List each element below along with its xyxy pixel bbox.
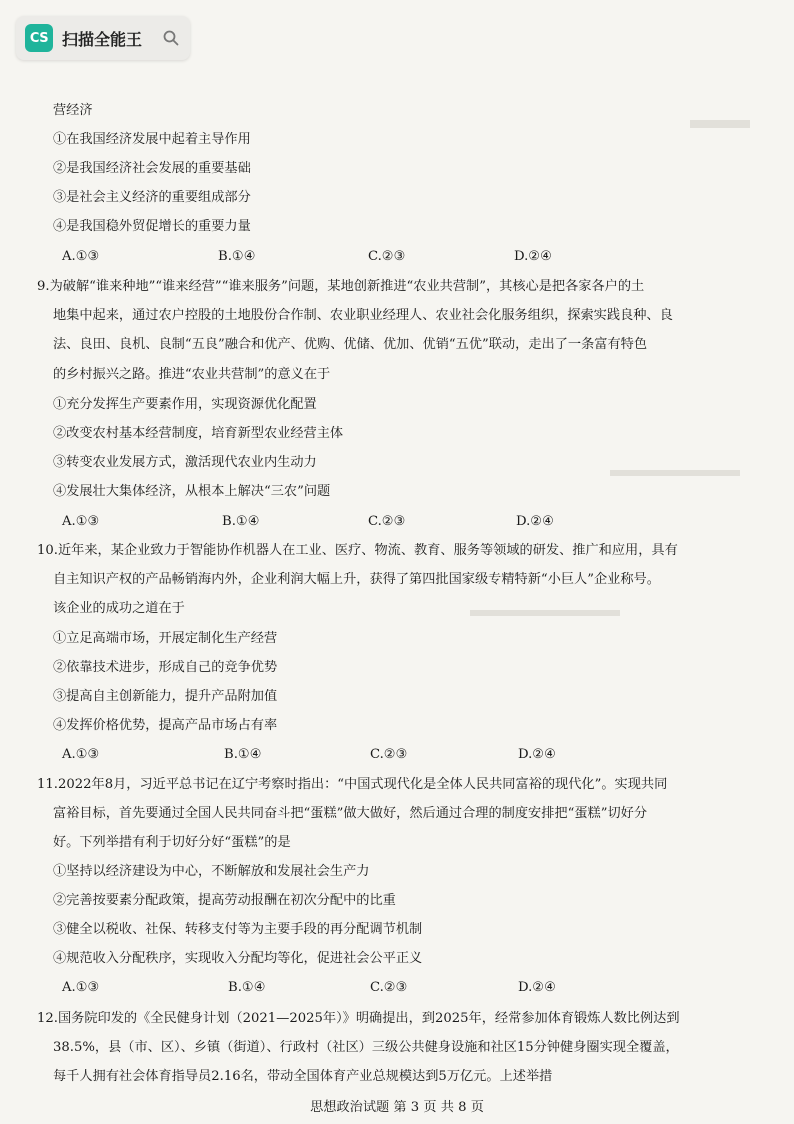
choice-d: D.②④ [518,747,556,762]
choice-c: C.②③ [370,747,408,762]
q10-stem-line: 该企业的成功之道在于 [53,601,185,616]
q10-stem-line: 自主知识产权的产品畅销海内外，企业利润大幅上升，获得了第四批国家级专精特新“小巨人”企业称号。 [53,572,660,587]
choice-c: C.②③ [368,514,406,529]
q9-stem-line: 法、良田、良机、良制“五良”融合和优产、优购、优储、优加、优销“五优”联动，走出了一条富有特色 [53,337,648,352]
q9-stem-line: 的乡村振兴之路。推进“农业共营制”的意义在于 [53,367,331,382]
q11-choices [62,979,622,997]
q9-choices [62,513,622,531]
choice-c: C.②③ [370,980,408,995]
scanner-app-name: 扫描全能王 [62,29,143,49]
q9-stem-line: 地集中起来，通过农户控股的土地股份合作制、农业职业经理人、农业社会化服务组织，探索实践良种、良 [53,308,673,323]
choice-d: D.②④ [514,249,552,264]
q10-option: ②依靠技术进步，形成自己的竞争优势 [53,660,278,675]
choice-b: B.①④ [228,980,266,995]
page-footer: 思想政治试题 第 3 页 共 8 页 [310,1100,484,1115]
q11-stem-line: 11.2022年8月，习近平总书记在辽宁考察时指出：“中国式现代化是全体人民共同富裕的现代化”。实现共同 [37,777,668,792]
choice-a: A.①③ [62,249,100,264]
q8-option: ③是社会主义经济的重要组成部分 [53,190,251,205]
q8-option: ①在我国经济发展中起着主导作用 [53,132,251,147]
choice-a: A.①③ [62,514,100,529]
choice-b: B.①④ [222,514,260,529]
q9-option: ①充分发挥生产要素作用，实现资源优化配置 [53,397,317,412]
choice-d: D.②④ [518,980,556,995]
q11-stem-line: 好。下列举措有利于切好分好“蛋糕”的是 [53,835,291,850]
q10-option: ④发挥价格优势，提高产品市场占有率 [53,718,278,733]
q10-option: ①立足高端市场，开展定制化生产经营 [53,631,278,646]
q11-option: ③健全以税收、社保、转移支付等为主要手段的再分配调节机制 [53,922,423,937]
choice-a: A.①③ [62,747,100,762]
q11-option: ②完善按要素分配政策，提高劳动报酬在初次分配中的比重 [53,893,396,908]
scanner-badge [16,16,190,60]
q8-option: ②是我国经济社会发展的重要基础 [53,161,251,176]
choice-a: A.①③ [62,980,100,995]
choice-d: D.②④ [516,514,554,529]
choice-b: B.①④ [224,747,262,762]
scan-noise [610,470,740,476]
scanner-logo: CS [25,24,53,52]
q9-option: ②改变农村基本经营制度，培育新型农业经营主体 [53,426,344,441]
q11-option: ①坚持以经济建设为中心，不断解放和发展社会生产力 [53,864,370,879]
q10-stem-line: 10.近年来，某企业致力于智能协作机器人在工业、医疗、物流、教育、服务等领域的研发、推广和应用，具有 [37,543,678,558]
q10-choices [62,746,622,764]
q9-option: ④发展壮大集体经济，从根本上解决“三农”问题 [53,484,331,499]
scan-noise [470,610,620,616]
q12-stem-line: 每千人拥有社会体育指导员2.16名，带动全国体育产业总规模达到5万亿元。上述举措 [53,1069,553,1084]
q8-option: ④是我国稳外贸促增长的重要力量 [53,219,251,234]
q9-stem-line: 9.为破解“谁来种地”“谁来经营”“谁来服务”问题，某地创新推进“农业共营制”，其核心是把各家各户的土 [37,279,645,294]
choice-b: B.①④ [218,249,256,264]
search-icon[interactable] [162,29,180,47]
q12-stem-line: 12.国务院印发的《全民健身计划（2021—2025年）》明确提出，到2025年，经常参加体育锻炼人数比例达到 [37,1011,680,1026]
q11-stem-line: 富裕目标，首先要通过全国人民共同奋斗把“蛋糕”做大做好，然后通过合理的制度安排把“蛋糕”切好分 [53,806,648,821]
choice-c: C.②③ [368,249,406,264]
q8-choices [62,248,622,266]
q8-stem-tail: 营经济 [53,103,93,118]
q12-stem-line: 38.5%，县（市、区）、乡镇（街道）、行政村（社区）三级公共健身设施和社区15分钟健身圈实现全覆盖， [53,1040,679,1055]
q10-option: ③提高自主创新能力，提升产品附加值 [53,689,278,704]
q9-option: ③转变农业发展方式，激活现代农业内生动力 [53,455,317,470]
q11-option: ④规范收入分配秩序，实现收入分配均等化，促进社会公平正义 [53,951,423,966]
scan-noise [690,120,750,128]
